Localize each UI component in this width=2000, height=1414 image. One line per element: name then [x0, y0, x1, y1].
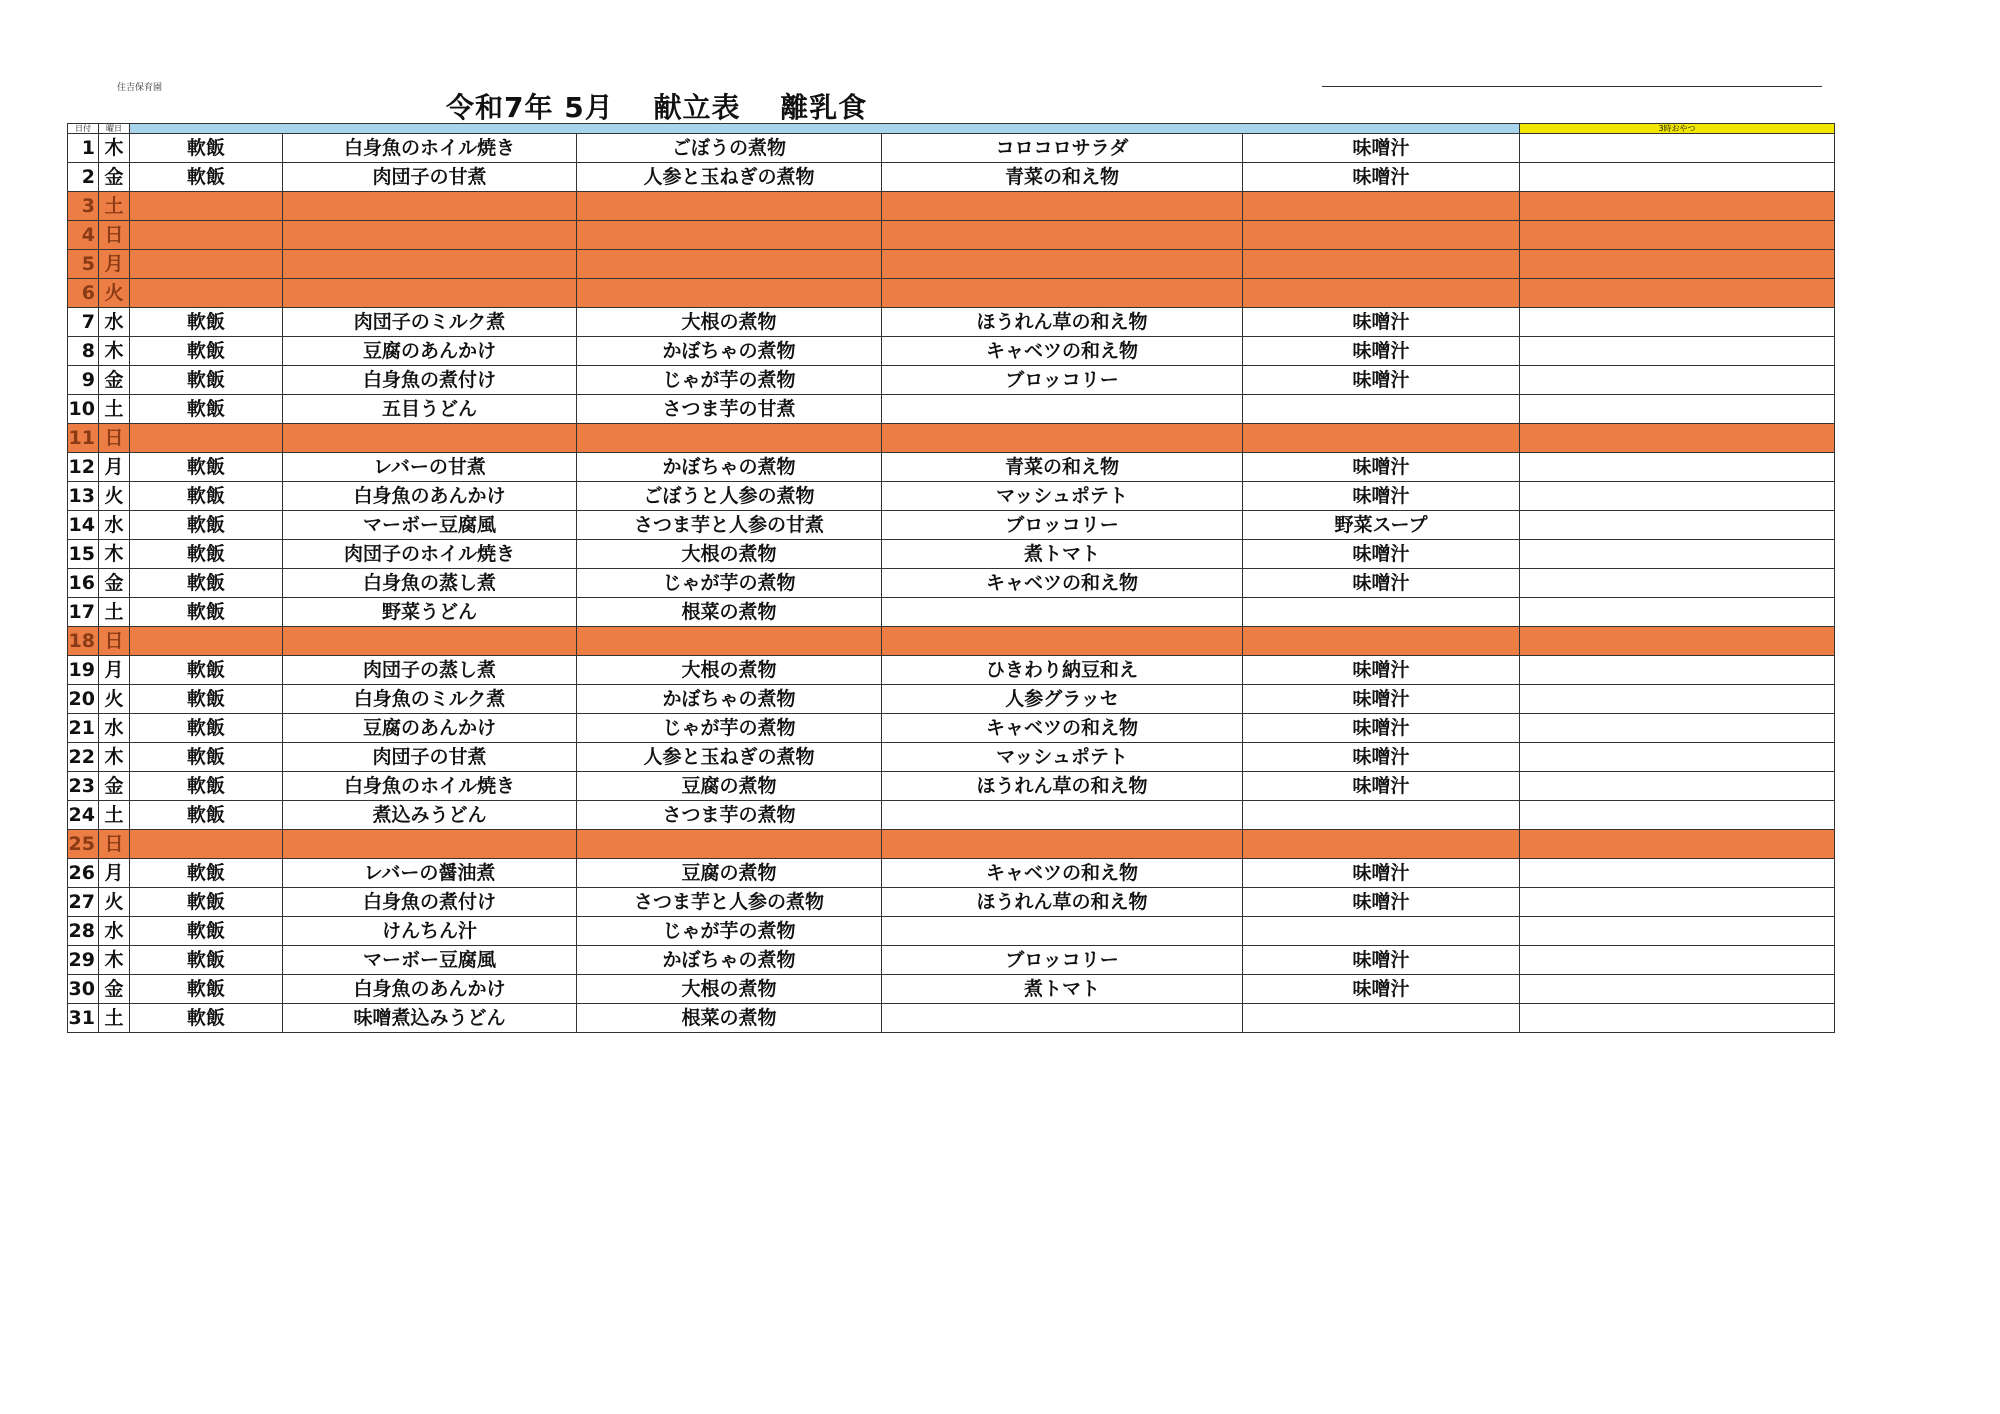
- holiday-row: [68, 424, 1835, 453]
- date-cell: 17: [68, 598, 99, 627]
- main-dish-cell: 野菜うどん: [283, 598, 577, 627]
- date-cell: 12: [68, 453, 99, 482]
- table-row: [68, 337, 1835, 366]
- salad-cell: キャベツの和え物: [882, 714, 1243, 743]
- main-dish-cell: 白身魚のホイル焼き: [283, 134, 577, 163]
- staple-cell: 軟飯: [130, 337, 283, 366]
- salad-cell: [882, 1004, 1243, 1033]
- table-row: [68, 163, 1835, 192]
- weekday-cell: 木: [99, 946, 130, 975]
- snack-cell: [1520, 714, 1835, 743]
- snack-cell: [1520, 685, 1835, 714]
- soup-cell: [1243, 279, 1520, 308]
- main-dish-cell: マーボー豆腐風: [283, 511, 577, 540]
- side-dish-cell: じゃが芋の煮物: [577, 714, 882, 743]
- staple-cell: 軟飯: [130, 598, 283, 627]
- side-dish-cell: ごぼうの煮物: [577, 134, 882, 163]
- salad-cell: ブロッコリー: [882, 366, 1243, 395]
- side-dish-cell: [577, 250, 882, 279]
- staple-cell: [130, 221, 283, 250]
- date-cell: 21: [68, 714, 99, 743]
- soup-cell: 味噌汁: [1243, 569, 1520, 598]
- weekday-cell: 日: [99, 830, 130, 859]
- main-dish-cell: 豆腐のあんかけ: [283, 714, 577, 743]
- salad-cell: キャベツの和え物: [882, 337, 1243, 366]
- staple-cell: 軟飯: [130, 743, 283, 772]
- soup-cell: 味噌汁: [1243, 714, 1520, 743]
- soup-cell: 味噌汁: [1243, 163, 1520, 192]
- salad-cell: [882, 250, 1243, 279]
- side-dish-cell: 人参と玉ねぎの煮物: [577, 743, 882, 772]
- side-dish-cell: 大根の煮物: [577, 308, 882, 337]
- weekday-cell: 水: [99, 511, 130, 540]
- soup-cell: [1243, 627, 1520, 656]
- weekday-cell: 土: [99, 1004, 130, 1033]
- weekday-cell: 金: [99, 366, 130, 395]
- weekday-cell: 金: [99, 569, 130, 598]
- snack-cell: [1520, 830, 1835, 859]
- snack-cell: [1520, 656, 1835, 685]
- salad-cell: [882, 221, 1243, 250]
- main-dish-cell: 白身魚のミルク煮: [283, 685, 577, 714]
- weekday-cell: 土: [99, 598, 130, 627]
- staple-cell: 軟飯: [130, 1004, 283, 1033]
- salad-cell: 青菜の和え物: [882, 453, 1243, 482]
- date-cell: 23: [68, 772, 99, 801]
- snack-cell: [1520, 540, 1835, 569]
- snack-cell: [1520, 250, 1835, 279]
- date-cell: 14: [68, 511, 99, 540]
- table-row: [68, 772, 1835, 801]
- soup-cell: 味噌汁: [1243, 772, 1520, 801]
- table-row: [68, 598, 1835, 627]
- side-dish-cell: ごぼうと人参の煮物: [577, 482, 882, 511]
- soup-cell: 味噌汁: [1243, 656, 1520, 685]
- menu-table: [67, 123, 1835, 1033]
- snack-cell: [1520, 569, 1835, 598]
- soup-cell: [1243, 1004, 1520, 1033]
- main-dish-cell: 五目うどん: [283, 395, 577, 424]
- weekday-cell: 水: [99, 308, 130, 337]
- snack-cell: [1520, 627, 1835, 656]
- side-dish-cell: 根菜の煮物: [577, 1004, 882, 1033]
- staple-cell: 軟飯: [130, 540, 283, 569]
- weekday-cell: 月: [99, 250, 130, 279]
- staple-cell: 軟飯: [130, 308, 283, 337]
- snack-cell: [1520, 917, 1835, 946]
- soup-cell: 味噌汁: [1243, 540, 1520, 569]
- weekday-cell: 金: [99, 163, 130, 192]
- side-dish-cell: [577, 192, 882, 221]
- table-row: [68, 685, 1835, 714]
- main-dish-cell: 肉団子の蒸し煮: [283, 656, 577, 685]
- table-row: [68, 1004, 1835, 1033]
- soup-cell: [1243, 221, 1520, 250]
- salad-cell: ブロッコリー: [882, 946, 1243, 975]
- main-dish-cell: マーボー豆腐風: [283, 946, 577, 975]
- weekday-cell: 金: [99, 772, 130, 801]
- salad-cell: 煮トマト: [882, 540, 1243, 569]
- table-row: [68, 308, 1835, 337]
- weekday-cell: 木: [99, 743, 130, 772]
- holiday-row: [68, 221, 1835, 250]
- side-dish-cell: さつま芋と人参の煮物: [577, 888, 882, 917]
- date-cell: 19: [68, 656, 99, 685]
- salad-cell: ほうれん草の和え物: [882, 888, 1243, 917]
- salad-cell: コロコロサラダ: [882, 134, 1243, 163]
- staple-cell: [130, 192, 283, 221]
- date-cell: 25: [68, 830, 99, 859]
- staple-cell: 軟飯: [130, 656, 283, 685]
- weekday-cell: 木: [99, 134, 130, 163]
- snack-cell: [1520, 221, 1835, 250]
- snack-cell: [1520, 598, 1835, 627]
- weekday-cell: 月: [99, 453, 130, 482]
- holiday-row: [68, 830, 1835, 859]
- table-row: [68, 453, 1835, 482]
- side-dish-cell: さつま芋と人参の甘煮: [577, 511, 882, 540]
- salad-cell: キャベツの和え物: [882, 859, 1243, 888]
- salad-cell: [882, 395, 1243, 424]
- side-dish-cell: 人参と玉ねぎの煮物: [577, 163, 882, 192]
- main-dish-cell: [283, 424, 577, 453]
- table-row: [68, 134, 1835, 163]
- snack-cell: [1520, 859, 1835, 888]
- main-dish-cell: 肉団子のホイル焼き: [283, 540, 577, 569]
- menu-body: [68, 134, 1835, 1033]
- date-cell: 11: [68, 424, 99, 453]
- side-dish-cell: [577, 424, 882, 453]
- side-dish-cell: [577, 221, 882, 250]
- header-snack: 3時おやつ: [1520, 124, 1835, 134]
- staple-cell: 軟飯: [130, 134, 283, 163]
- main-dish-cell: 煮込みうどん: [283, 801, 577, 830]
- salad-cell: ほうれん草の和え物: [882, 308, 1243, 337]
- date-cell: 27: [68, 888, 99, 917]
- holiday-row: [68, 279, 1835, 308]
- salad-cell: マッシュポテト: [882, 743, 1243, 772]
- main-dish-cell: 肉団子の甘煮: [283, 743, 577, 772]
- table-row: [68, 975, 1835, 1004]
- snack-cell: [1520, 511, 1835, 540]
- soup-cell: 味噌汁: [1243, 482, 1520, 511]
- date-cell: 13: [68, 482, 99, 511]
- snack-cell: [1520, 801, 1835, 830]
- soup-cell: 味噌汁: [1243, 743, 1520, 772]
- date-cell: 20: [68, 685, 99, 714]
- staple-cell: [130, 279, 283, 308]
- header-weekday: 曜日: [99, 124, 130, 134]
- weekday-cell: 水: [99, 917, 130, 946]
- holiday-row: [68, 627, 1835, 656]
- side-dish-cell: [577, 627, 882, 656]
- snack-cell: [1520, 888, 1835, 917]
- salad-cell: 青菜の和え物: [882, 163, 1243, 192]
- date-cell: 29: [68, 946, 99, 975]
- staple-cell: 軟飯: [130, 917, 283, 946]
- salad-cell: [882, 801, 1243, 830]
- weekday-cell: 日: [99, 627, 130, 656]
- side-dish-cell: さつま芋の甘煮: [577, 395, 882, 424]
- staple-cell: 軟飯: [130, 685, 283, 714]
- date-cell: 22: [68, 743, 99, 772]
- header-row: [68, 124, 1835, 134]
- date-cell: 2: [68, 163, 99, 192]
- snack-cell: [1520, 163, 1835, 192]
- nursery-name: 住吉保育園: [117, 83, 163, 93]
- staple-cell: [130, 424, 283, 453]
- date-cell: 28: [68, 917, 99, 946]
- salad-cell: [882, 598, 1243, 627]
- soup-cell: 味噌汁: [1243, 308, 1520, 337]
- staple-cell: 軟飯: [130, 395, 283, 424]
- date-cell: 24: [68, 801, 99, 830]
- staple-cell: 軟飯: [130, 888, 283, 917]
- salad-cell: ほうれん草の和え物: [882, 772, 1243, 801]
- main-dish-cell: 肉団子のミルク煮: [283, 308, 577, 337]
- date-cell: 6: [68, 279, 99, 308]
- date-cell: 30: [68, 975, 99, 1004]
- main-dish-cell: [283, 221, 577, 250]
- main-dish-cell: 豆腐のあんかけ: [283, 337, 577, 366]
- table-row: [68, 482, 1835, 511]
- weekday-cell: 金: [99, 975, 130, 1004]
- soup-cell: [1243, 801, 1520, 830]
- soup-cell: 味噌汁: [1243, 453, 1520, 482]
- date-cell: 1: [68, 134, 99, 163]
- snack-cell: [1520, 424, 1835, 453]
- weekday-cell: 火: [99, 279, 130, 308]
- weekday-cell: 月: [99, 859, 130, 888]
- salad-cell: [882, 917, 1243, 946]
- main-dish-cell: [283, 192, 577, 221]
- side-dish-cell: 豆腐の煮物: [577, 772, 882, 801]
- snack-cell: [1520, 743, 1835, 772]
- date-cell: 8: [68, 337, 99, 366]
- weekday-cell: 土: [99, 801, 130, 830]
- side-dish-cell: かぼちゃの煮物: [577, 337, 882, 366]
- table-row: [68, 917, 1835, 946]
- side-dish-cell: [577, 830, 882, 859]
- snack-cell: [1520, 192, 1835, 221]
- soup-cell: [1243, 395, 1520, 424]
- weekday-cell: 土: [99, 395, 130, 424]
- header-menu-band: [130, 124, 1520, 134]
- side-dish-cell: じゃが芋の煮物: [577, 366, 882, 395]
- main-dish-cell: 白身魚の蒸し煮: [283, 569, 577, 598]
- table-row: [68, 366, 1835, 395]
- table-row: [68, 859, 1835, 888]
- salad-cell: [882, 192, 1243, 221]
- side-dish-cell: かぼちゃの煮物: [577, 685, 882, 714]
- salad-cell: ひきわり納豆和え: [882, 656, 1243, 685]
- staple-cell: 軟飯: [130, 946, 283, 975]
- side-dish-cell: 大根の煮物: [577, 540, 882, 569]
- weekday-cell: 日: [99, 221, 130, 250]
- date-cell: 26: [68, 859, 99, 888]
- salad-cell: 煮トマト: [882, 975, 1243, 1004]
- main-dish-cell: 白身魚のあんかけ: [283, 482, 577, 511]
- salad-cell: [882, 424, 1243, 453]
- staple-cell: 軟飯: [130, 482, 283, 511]
- table-row: [68, 511, 1835, 540]
- soup-cell: 味噌汁: [1243, 337, 1520, 366]
- salad-cell: 人参グラッセ: [882, 685, 1243, 714]
- staple-cell: [130, 830, 283, 859]
- main-dish-cell: 肉団子の甘煮: [283, 163, 577, 192]
- staple-cell: [130, 250, 283, 279]
- soup-cell: [1243, 598, 1520, 627]
- weekday-cell: 土: [99, 192, 130, 221]
- table-row: [68, 540, 1835, 569]
- weekday-cell: 水: [99, 714, 130, 743]
- staple-cell: 軟飯: [130, 366, 283, 395]
- side-dish-cell: かぼちゃの煮物: [577, 946, 882, 975]
- snack-cell: [1520, 453, 1835, 482]
- side-dish-cell: 豆腐の煮物: [577, 859, 882, 888]
- snack-cell: [1520, 337, 1835, 366]
- soup-cell: 味噌汁: [1243, 946, 1520, 975]
- date-cell: 9: [68, 366, 99, 395]
- side-dish-cell: じゃが芋の煮物: [577, 569, 882, 598]
- staple-cell: 軟飯: [130, 975, 283, 1004]
- holiday-row: [68, 192, 1835, 221]
- snack-cell: [1520, 395, 1835, 424]
- weekday-cell: 木: [99, 540, 130, 569]
- table-row: [68, 569, 1835, 598]
- table-row: [68, 656, 1835, 685]
- weekday-cell: 火: [99, 685, 130, 714]
- staple-cell: 軟飯: [130, 714, 283, 743]
- table-row: [68, 743, 1835, 772]
- soup-cell: [1243, 917, 1520, 946]
- soup-cell: 味噌汁: [1243, 366, 1520, 395]
- soup-cell: 味噌汁: [1243, 134, 1520, 163]
- staple-cell: 軟飯: [130, 163, 283, 192]
- staple-cell: [130, 627, 283, 656]
- date-cell: 16: [68, 569, 99, 598]
- main-dish-cell: けんちん汁: [283, 917, 577, 946]
- salad-cell: キャベツの和え物: [882, 569, 1243, 598]
- main-dish-cell: 白身魚のホイル焼き: [283, 772, 577, 801]
- date-cell: 7: [68, 308, 99, 337]
- side-dish-cell: さつま芋の煮物: [577, 801, 882, 830]
- side-dish-cell: 大根の煮物: [577, 656, 882, 685]
- date-cell: 4: [68, 221, 99, 250]
- main-dish-cell: 白身魚のあんかけ: [283, 975, 577, 1004]
- table-row: [68, 395, 1835, 424]
- snack-cell: [1520, 772, 1835, 801]
- soup-cell: 味噌汁: [1243, 685, 1520, 714]
- table-row: [68, 714, 1835, 743]
- soup-cell: [1243, 192, 1520, 221]
- weekday-cell: 月: [99, 656, 130, 685]
- staple-cell: 軟飯: [130, 801, 283, 830]
- staple-cell: 軟飯: [130, 772, 283, 801]
- weekday-cell: 火: [99, 888, 130, 917]
- main-dish-cell: 白身魚の煮付け: [283, 888, 577, 917]
- side-dish-cell: [577, 279, 882, 308]
- salad-cell: [882, 627, 1243, 656]
- snack-cell: [1520, 946, 1835, 975]
- side-dish-cell: 根菜の煮物: [577, 598, 882, 627]
- snack-cell: [1520, 975, 1835, 1004]
- main-dish-cell: [283, 830, 577, 859]
- main-dish-cell: 白身魚の煮付け: [283, 366, 577, 395]
- main-dish-cell: [283, 250, 577, 279]
- table-row: [68, 888, 1835, 917]
- staple-cell: 軟飯: [130, 859, 283, 888]
- salad-cell: ブロッコリー: [882, 511, 1243, 540]
- staple-cell: 軟飯: [130, 569, 283, 598]
- date-cell: 10: [68, 395, 99, 424]
- main-dish-cell: レバーの甘煮: [283, 453, 577, 482]
- side-dish-cell: じゃが芋の煮物: [577, 917, 882, 946]
- soup-cell: [1243, 424, 1520, 453]
- signature-line: [1322, 86, 1822, 87]
- soup-cell: 味噌汁: [1243, 859, 1520, 888]
- soup-cell: 味噌汁: [1243, 888, 1520, 917]
- main-dish-cell: レバーの醤油煮: [283, 859, 577, 888]
- date-cell: 3: [68, 192, 99, 221]
- weekday-cell: 木: [99, 337, 130, 366]
- staple-cell: 軟飯: [130, 453, 283, 482]
- soup-cell: [1243, 830, 1520, 859]
- staple-cell: 軟飯: [130, 511, 283, 540]
- snack-cell: [1520, 1004, 1835, 1033]
- snack-cell: [1520, 366, 1835, 395]
- date-cell: 5: [68, 250, 99, 279]
- weekday-cell: 日: [99, 424, 130, 453]
- date-cell: 18: [68, 627, 99, 656]
- main-dish-cell: 味噌煮込みうどん: [283, 1004, 577, 1033]
- salad-cell: マッシュポテト: [882, 482, 1243, 511]
- snack-cell: [1520, 308, 1835, 337]
- salad-cell: [882, 279, 1243, 308]
- table-row: [68, 946, 1835, 975]
- page-title: 令和7年 5月 献立表 離乳食: [446, 91, 868, 124]
- header-date: 日付: [68, 124, 99, 134]
- date-cell: 31: [68, 1004, 99, 1033]
- soup-cell: 野菜スープ: [1243, 511, 1520, 540]
- main-dish-cell: [283, 279, 577, 308]
- date-cell: 15: [68, 540, 99, 569]
- side-dish-cell: 大根の煮物: [577, 975, 882, 1004]
- soup-cell: [1243, 250, 1520, 279]
- snack-cell: [1520, 134, 1835, 163]
- holiday-row: [68, 250, 1835, 279]
- soup-cell: 味噌汁: [1243, 975, 1520, 1004]
- side-dish-cell: かぼちゃの煮物: [577, 453, 882, 482]
- salad-cell: [882, 830, 1243, 859]
- main-dish-cell: [283, 627, 577, 656]
- snack-cell: [1520, 482, 1835, 511]
- weekday-cell: 火: [99, 482, 130, 511]
- table-row: [68, 801, 1835, 830]
- snack-cell: [1520, 279, 1835, 308]
